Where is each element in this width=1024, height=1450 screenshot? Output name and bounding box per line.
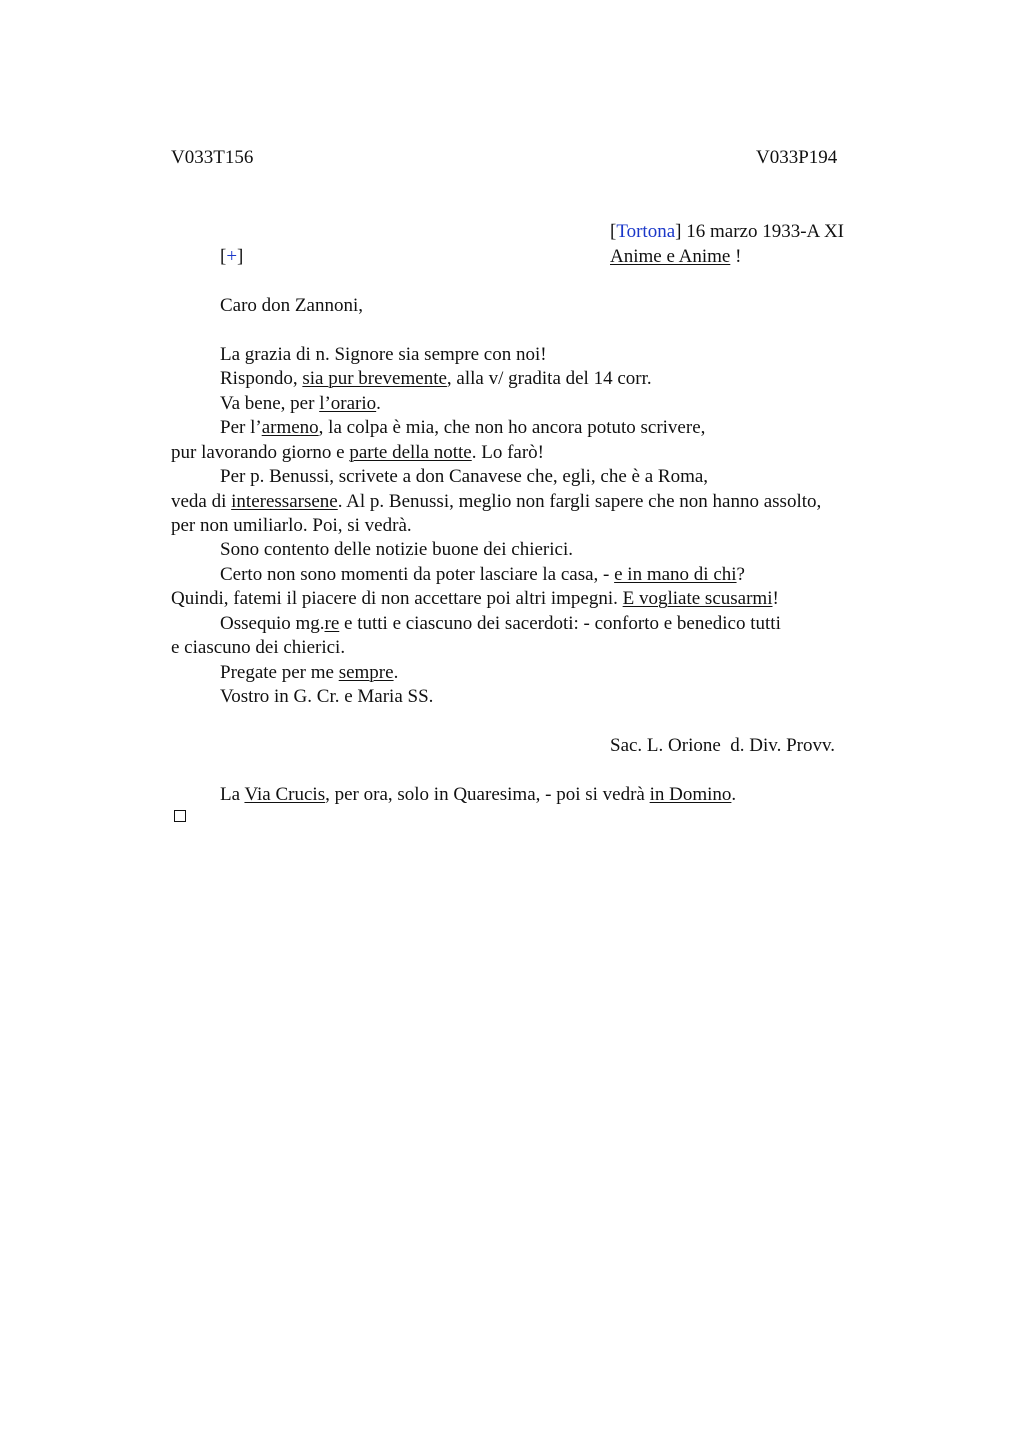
letter-line [171,490,821,514]
underlined-text: re [324,613,340,634]
underlined-text: in Domino [649,784,732,805]
text-run: e tutti e ciascuno dei sacerdoti: - conforto e benedico tutti [339,613,781,634]
motto-end: ! [730,246,742,267]
letter-line [220,563,745,587]
text-run: Ossequio mg. [220,613,325,634]
letter-line [220,392,381,416]
text-run: . [376,393,381,414]
underlined-text: sempre [338,662,394,683]
text-run: , alla v/ gradita del 14 corr. [446,368,652,389]
letter-line: La grazia di n. Signore sia sempre con noi! [220,344,547,365]
text-run: . [393,662,399,683]
text-run: ! [772,588,779,609]
end-box-icon [174,810,186,822]
text-run: . Lo farò! [471,442,545,463]
text-run: Rispondo, [220,368,303,389]
motto-line [610,245,741,269]
text-run: . [731,784,737,805]
cross-symbol: + [226,246,238,267]
underlined-text: armeno [261,417,319,438]
letter-line: Sono contento delle notizie buone dei chierici. [220,539,573,560]
salutation: Caro don Zannoni, [220,295,364,316]
letter-line [220,416,705,440]
letter-line: e ciascuno dei chierici. [171,637,346,658]
date-text: 16 marzo 1933-A XI [681,221,845,242]
letter-line [220,661,398,685]
text-run: Quindi, fatemi il piacere di non accettare poi altri impegni. [171,588,623,609]
letter-line: per non umiliarlo. Poi, si vedrà. [171,515,412,536]
text-run: pur lavorando giorno e [171,442,350,463]
letter-line [220,612,781,636]
text-run: Pregate per me [220,662,339,683]
text-run: , la colpa è mia, che non ho ancora potuto scrivere, [318,417,706,438]
page-code-right: V033P194 [756,147,838,168]
text-run: . Al p. Benussi, meglio non fargli sapere che non hanno assolto, [337,491,822,512]
underlined-text: l’orario [319,393,377,414]
letter-line [171,587,779,611]
underlined-text: interessarsene [231,491,338,512]
document-code-left: V033T156 [171,147,254,168]
postscript [220,783,736,807]
letter-line [171,441,544,465]
place-date-line: [Tortona] 16 marzo 1933-A XI [610,221,845,242]
place-name: Tortona [616,221,676,242]
text-run: Va bene, per [220,393,320,414]
text-run: Per l’ [220,417,262,438]
text-run: Certo non sono momenti da poter lasciare la casa, - [220,564,615,585]
underlined-text: e in mano di chi [614,564,737,585]
underlined-text: E vogliate scusarmi [622,588,773,609]
motto-text: Anime e Anime [610,246,731,267]
text-run: ? [736,564,745,585]
cross-mark: [+] [220,246,244,267]
underlined-text: sia pur brevemente [302,368,447,389]
letter-line: Per p. Benussi, scrivete a don Canavese che, egli, che è a Roma, [220,466,709,487]
signature: Sac. L. Orione d. Div. Provv. [610,735,835,756]
text-run: La [220,784,245,805]
closing-line: Vostro in G. Cr. e Maria SS. [220,686,434,707]
underlined-text: Via Crucis [244,784,326,805]
text-run: , per ora, solo in Quaresima, - poi si vedrà [325,784,650,805]
letter-line [220,367,652,391]
text-run: veda di [171,491,232,512]
underlined-text: parte della notte [349,442,472,463]
